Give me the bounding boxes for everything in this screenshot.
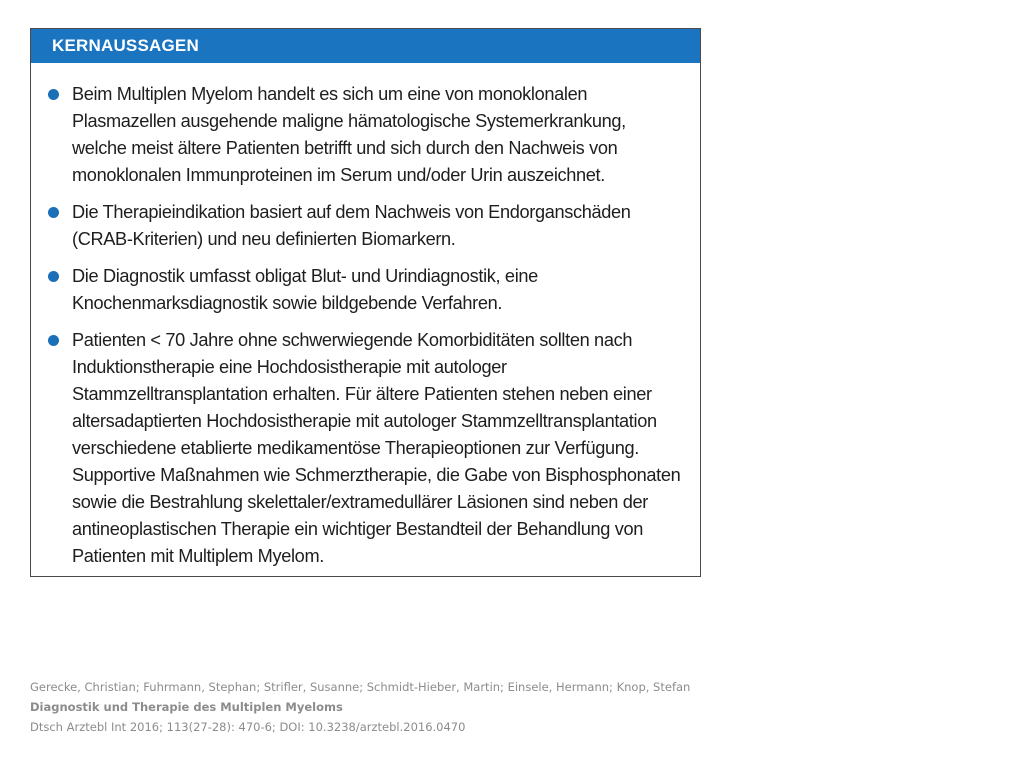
list-item-text: Patienten < 70 Jahre ohne schwerwiegende Komorbiditäten sollten nach Induktionstherapie eine Hochdosistherapie mit autologer Stammzelltransplantation erhalten. Für ältere Patienten stehen neben einer altersadaptierten Hochdosistherapie mit autologer Stammzelltransplantation verschiedene etablierte medikamentöse Therapieoptionen zur Verfügung. Supportive Maßnahmen wie Schmerztherapie, die Gabe von Bisphosphonaten sowie die Bestrahlung skelettaler/extramedullärer Läsionen sind neben der antineoplastischen Therapie ein wichtiger Bestandteil der Behandlung von Patienten mit Multiplem Myelom.	[72, 330, 681, 566]
list-item-text: Die Diagnostik umfasst obligat Blut- und Urindiagnostik, eine Knochenmarksdiagnostik sowie bildgebende Verfahren.	[72, 266, 538, 313]
bullet-dot-icon	[48, 207, 59, 218]
citation	[30, 677, 690, 737]
key-statements-box	[30, 28, 701, 577]
list-item	[72, 327, 684, 570]
key-statements-list	[31, 63, 700, 570]
citation-source: Dtsch Arztebl Int 2016; 113(27-28): 470-6; DOI: 10.3238/arztebl.2016.0470	[30, 720, 466, 734]
citation-title: Diagnostik und Therapie des Multiplen Myeloms	[30, 700, 343, 714]
list-item	[72, 263, 684, 317]
list-item-text: Die Therapieindikation basiert auf dem Nachweis von Endorganschäden (CRAB-Kriterien) und neu definierten Biomarkern.	[72, 202, 631, 249]
bullet-dot-icon	[48, 271, 59, 282]
bullet-dot-icon	[48, 335, 59, 346]
bullet-dot-icon	[48, 89, 59, 100]
list-item-text: Beim Multiplen Myelom handelt es sich um eine von monoklonalen Plasmazellen ausgehende maligne hämatologische Systemerkrankung, welche meist ältere Patienten betrifft und sich durch den Nachweis von monoklonalen Immunproteinen im Serum und/oder Urin auszeichnet.	[72, 84, 626, 185]
citation-authors: Gerecke, Christian; Fuhrmann, Stephan; Strifler, Susanne; Schmidt-Hieber, Martin; Einsele, Hermann; Knop, Stefan	[30, 680, 691, 694]
list-item	[72, 199, 684, 253]
list-item	[72, 81, 684, 189]
box-heading: KERNAUSSAGEN	[31, 29, 700, 63]
